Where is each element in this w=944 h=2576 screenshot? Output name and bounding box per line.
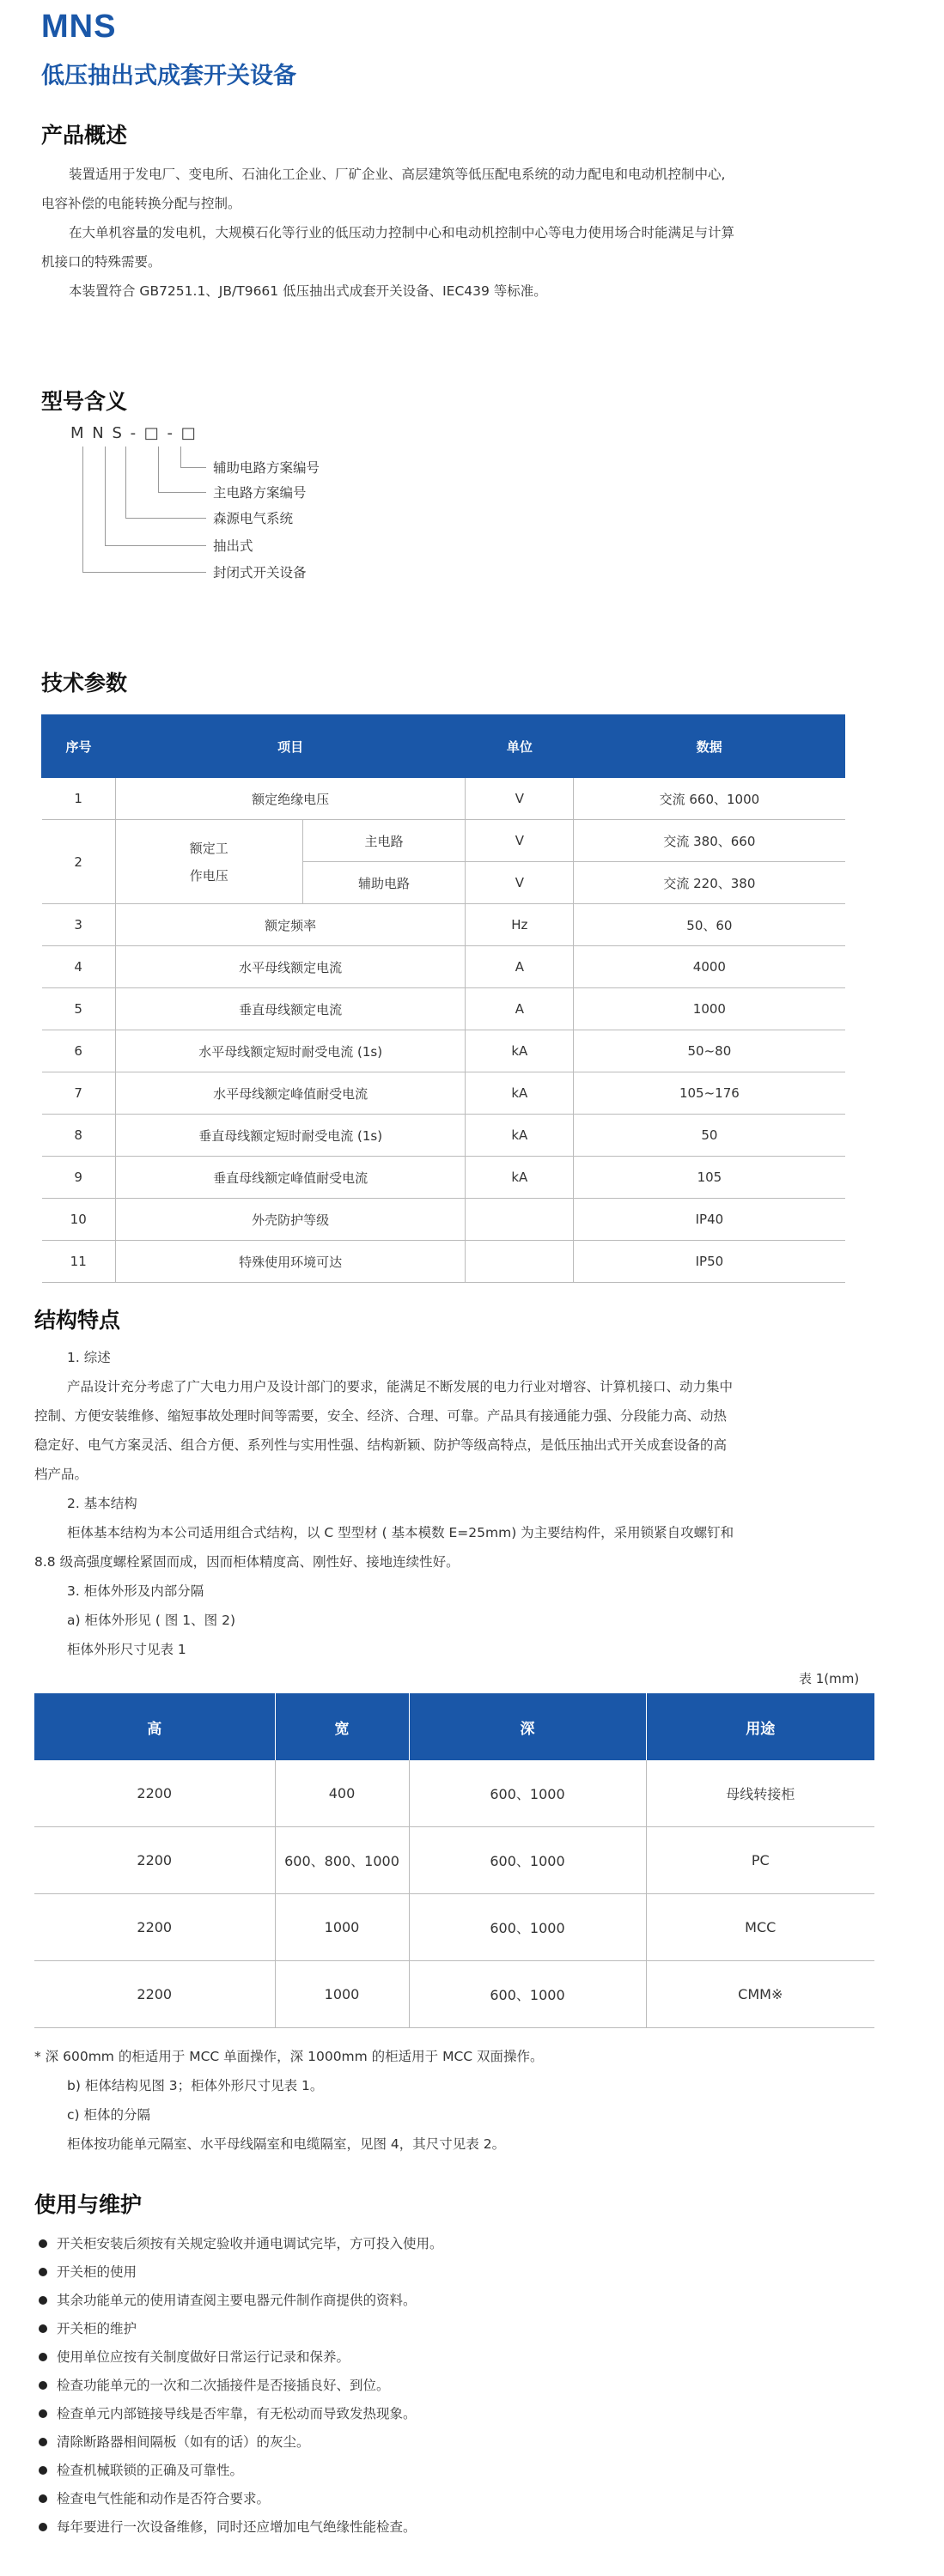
table-row: 辅助电路 V 交流 220、380: [42, 862, 845, 904]
structure-s2b: 8.8 级高强度螺栓紧固而成，因而柜体精度高、刚性好、接地连续性好。: [34, 1554, 460, 1570]
model-label-main: 主电路方案编号: [213, 485, 307, 501]
model-label-drawout: 抽出式: [213, 538, 253, 554]
table-row: 4 水平母线额定电流 A 4000: [42, 946, 845, 988]
list-item: 检查单元内部链接导线是否牢靠，有无松动而导致发热现象。: [57, 2406, 417, 2421]
list-item: 清除断路器相间隔板（如有的话）的灰尘。: [57, 2434, 310, 2450]
col-header-item: 项目: [115, 715, 466, 778]
overview-heading: 产品概述: [41, 123, 128, 148]
list-item: 检查功能单元的一次和二次插接件是否接插良好、到位。: [57, 2378, 390, 2393]
overview-p1a: 装置适用于发电厂、变电所、石油化工企业、厂矿企业、高层建筑等低压配电系统的动力配电和电动机控制中心,: [69, 167, 726, 182]
page-title: MNS: [41, 9, 117, 45]
overview-p2b: 机接口的特殊需要。: [41, 254, 161, 270]
page-subtitle: 低压抽出式成套开关设备: [41, 63, 296, 89]
col-header-usage: 用途: [646, 1693, 874, 1760]
table-row: 2 额定工 作电压 主电路 V 交流 380、660: [42, 820, 845, 862]
col-header-unit: 单位: [466, 715, 574, 778]
model-code: M N S - □ - □: [70, 424, 198, 442]
dims-c1: 柜体按功能单元隔室、水平母线隔室和电缆隔室，见图 4，其尺寸见表 2。: [67, 2136, 506, 2152]
tech-heading: 技术参数: [41, 671, 128, 696]
structure-s1a: 产品设计充分考虑了广大电力用户及设计部门的要求，能满足不断发展的电力行业对增容、计算机接口、动力集中: [67, 1379, 734, 1394]
model-label-enclosed: 封闭式开关设备: [213, 565, 307, 580]
model-label-system: 森源电气系统: [213, 511, 294, 526]
table-row: 5 垂直母线额定电流 A 1000: [42, 988, 845, 1030]
tech-table: [41, 714, 845, 1283]
dims-c: c) 柜体的分隔: [67, 2107, 150, 2123]
col-header-height: 高: [34, 1693, 275, 1760]
list-item: 每年要进行一次设备维修，同时还应增加电气绝缘性能检查。: [57, 2519, 417, 2535]
table-row: 11 特殊使用环境可达 IP50: [42, 1241, 845, 1283]
table-row: 8 垂直母线额定短时耐受电流 (1s) kA 50: [42, 1115, 845, 1157]
structure-s2: 2. 基本结构: [67, 1496, 137, 1511]
structure-heading: 结构特点: [34, 1308, 121, 1333]
model-heading: 型号含义: [41, 389, 128, 414]
structure-s3b: 柜体外形尺寸见表 1: [67, 1642, 186, 1657]
overview-p2a: 在大单机容量的发电机，大规模石化等行业的低压动力控制中心和电动机控制中心等电力使用场合时能满足与计算: [69, 225, 735, 240]
overview-p1b: 电容补偿的电能转换分配与控制。: [41, 196, 241, 211]
table-row: 2200 400 600、1000 母线转接柜: [34, 1760, 874, 1827]
table-header-row: [42, 715, 845, 778]
table-row: 9 垂直母线额定峰值耐受电流 kA 105: [42, 1157, 845, 1199]
table-row: 6 水平母线额定短时耐受电流 (1s) kA 50~80: [42, 1030, 845, 1072]
structure-s2a: 柜体基本结构为本公司适用组合式结构，以 C 型型材 ( 基本模数 E=25mm) 为主要结构件，采用锁紧自攻螺钉和: [67, 1525, 734, 1540]
list-item: 开关柜安装后须按有关规定验收并通电调试完毕，方可投入使用。: [57, 2236, 443, 2251]
table-row: 1 额定绝缘电压 V 交流 660、1000: [42, 778, 845, 820]
table-header-row: [34, 1693, 874, 1760]
structure-s3a: a) 柜体外形见 ( 图 1、图 2): [67, 1613, 235, 1628]
table-row: 10 外壳防护等级 IP40: [42, 1199, 845, 1241]
structure-s1: 1. 综述: [67, 1350, 111, 1365]
table-caption: 表 1(mm): [799, 1671, 860, 1686]
dims-note: * 深 600mm 的柜适用于 MCC 单面操作，深 1000mm 的柜适用于 MCC 双面操作。: [34, 2049, 544, 2064]
structure-s1c: 稳定好、电气方案灵活、组合方便、系列性与实用性强、结构新颖、防护等级高特点，是低压抽出式开关成套设备的高: [34, 1437, 728, 1453]
maintenance-heading: 使用与维护: [34, 2192, 143, 2217]
table-row: 2200 600、800、1000 600、1000 PC: [34, 1827, 874, 1894]
list-item: 开关柜的使用: [57, 2264, 137, 2280]
list-item: 其余功能单元的使用请查阅主要电器元件制作商提供的资料。: [57, 2293, 417, 2308]
col-header-width: 宽: [275, 1693, 409, 1760]
overview-p3: 本装置符合 GB7251.1、JB/T9661 低压抽出式成套开关设备、IEC439 等标准。: [69, 283, 547, 299]
list-item: 检查电气性能和动作是否符合要求。: [57, 2491, 271, 2506]
table-row: 2200 1000 600、1000 MCC: [34, 1894, 874, 1961]
dims-table: [34, 1693, 874, 2028]
structure-s1d: 档产品。: [34, 1467, 88, 1482]
list-item: 开关柜的维护: [57, 2321, 137, 2336]
col-header-no: 序号: [42, 715, 116, 778]
structure-s3: 3. 柜体外形及内部分隔: [67, 1583, 204, 1599]
list-item: 使用单位应按有关制度做好日常运行记录和保养。: [57, 2349, 350, 2365]
model-label-aux: 辅助电路方案编号: [213, 460, 320, 476]
structure-s1b: 控制、方便安装维修、缩短事故处理时间等需要，安全、经济、合理、可靠。产品具有接通能力强、分段能力高、动热: [34, 1408, 728, 1424]
table-row: 7 水平母线额定峰值耐受电流 kA 105~176: [42, 1072, 845, 1115]
table-row: 3 额定频率 Hz 50、60: [42, 904, 845, 946]
col-header-data: 数据: [574, 715, 845, 778]
table-row: 2200 1000 600、1000 CMM※: [34, 1961, 874, 2028]
col-header-depth: 深: [409, 1693, 646, 1760]
dims-b: b) 柜体结构见图 3；柜体外形尺寸见表 1。: [67, 2078, 324, 2093]
list-item: 检查机械联锁的正确及可靠性。: [57, 2463, 244, 2478]
